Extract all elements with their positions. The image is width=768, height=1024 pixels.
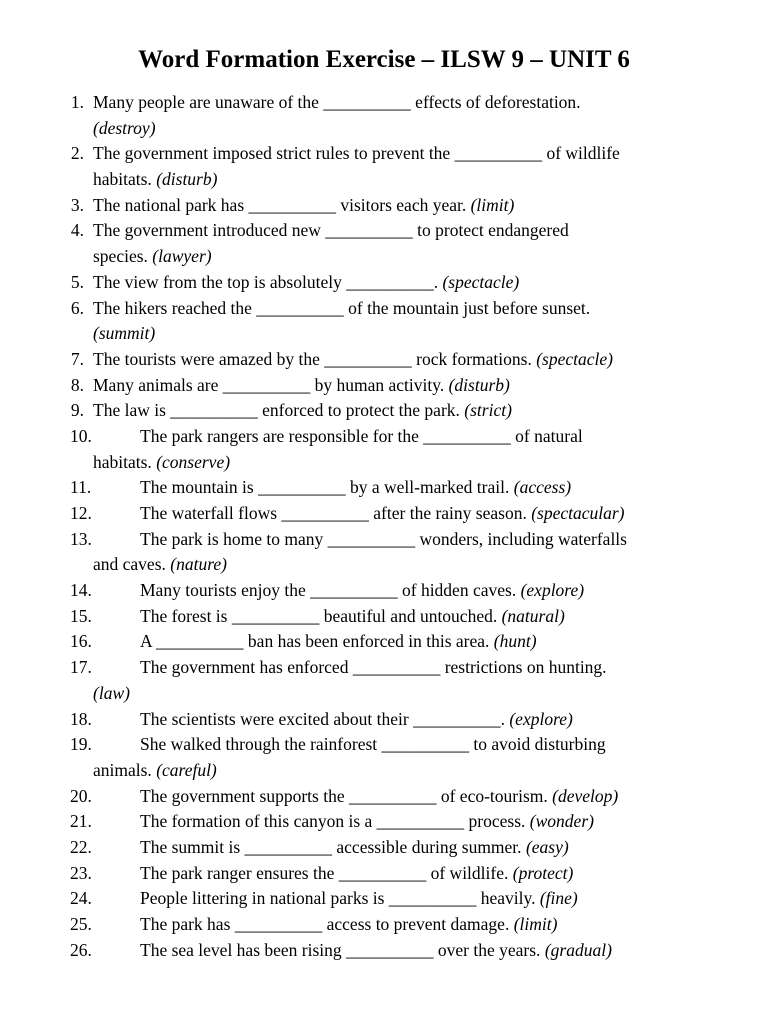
item-number: 12. bbox=[70, 503, 92, 523]
item-text: The view from the top is absolutely __________. (spectacle) bbox=[93, 271, 520, 292]
exercise-item bbox=[0, 501, 768, 527]
item-number: 11. bbox=[70, 477, 92, 498]
item-text: The government supports the __________ of eco-tourism. (develop) bbox=[140, 785, 619, 806]
item-hint: (law) bbox=[93, 682, 130, 703]
item-text: The park rangers are responsible for the __________ of natural bbox=[140, 425, 583, 446]
item-hint: (disturb) bbox=[156, 169, 218, 190]
item-hint: (nature) bbox=[170, 554, 227, 575]
item-hint: (hunt) bbox=[493, 631, 537, 652]
exercise-item bbox=[0, 809, 768, 835]
exercise-line bbox=[0, 424, 768, 450]
item-text: The government introduced new __________ to protect endangered bbox=[93, 220, 569, 241]
item-hint: (lawyer) bbox=[152, 246, 212, 267]
item-text: A __________ ban has been enforced in this area. (hunt) bbox=[140, 631, 537, 652]
item-number: 25. bbox=[70, 914, 92, 934]
item-hint: (spectacle) bbox=[536, 348, 613, 369]
item-number: 23. bbox=[70, 862, 92, 883]
item-hint: (access) bbox=[513, 477, 572, 498]
item-text-continued: and caves. (nature) bbox=[93, 554, 227, 575]
item-text: The summit is __________ accessible during summer. (easy) bbox=[140, 836, 569, 857]
exercise-item bbox=[0, 193, 768, 219]
exercise-line bbox=[0, 296, 768, 322]
exercise-list bbox=[0, 90, 768, 963]
exercise-line bbox=[0, 501, 768, 527]
item-text-continued: animals. (careful) bbox=[93, 759, 217, 780]
exercise-line bbox=[0, 861, 768, 887]
exercise-item bbox=[0, 578, 768, 604]
exercise-item bbox=[0, 707, 768, 733]
item-hint: (explore) bbox=[520, 580, 585, 601]
exercise-line bbox=[0, 655, 768, 681]
item-number: 20. bbox=[70, 785, 92, 806]
exercise-line bbox=[0, 809, 768, 835]
exercise-line bbox=[0, 141, 768, 167]
exercise-line bbox=[0, 270, 768, 296]
document-title: Word Formation Exercise – ILSW 9 – UNIT 6 bbox=[138, 46, 630, 73]
exercise-item bbox=[0, 424, 768, 475]
item-text-continued: species. (lawyer) bbox=[93, 246, 212, 267]
item-hint: (explore) bbox=[509, 708, 573, 729]
item-number: 22. bbox=[70, 836, 92, 857]
item-hint: (wonder) bbox=[529, 811, 594, 832]
exercise-item bbox=[0, 373, 768, 399]
exercise-item bbox=[0, 90, 768, 141]
exercise-item bbox=[0, 296, 768, 347]
item-number: 5. bbox=[70, 271, 84, 292]
item-text: The national park has __________ visitors each year. (limit) bbox=[93, 194, 515, 215]
item-hint: (limit) bbox=[513, 914, 558, 934]
exercise-item bbox=[0, 886, 768, 912]
item-text: The forest is __________ beautiful and untouched. (natural) bbox=[140, 605, 565, 626]
exercise-line bbox=[0, 475, 768, 501]
exercise-item bbox=[0, 784, 768, 810]
item-hint: (disturb) bbox=[448, 374, 510, 395]
item-number: 1. bbox=[70, 92, 84, 112]
item-text: The sea level has been rising __________ over the years. (gradual) bbox=[140, 939, 612, 960]
exercise-item bbox=[0, 655, 768, 706]
exercise-line-continued bbox=[0, 244, 768, 270]
item-number: 21. bbox=[70, 811, 92, 832]
exercise-line bbox=[0, 938, 768, 964]
item-hint: (develop) bbox=[552, 785, 619, 806]
item-text-continued: habitats. (conserve) bbox=[93, 451, 231, 472]
exercise-line bbox=[0, 886, 768, 912]
item-text: Many people are unaware of the __________ effects of deforestation. bbox=[93, 92, 581, 112]
item-text: The scientists were excited about their __________. (explore) bbox=[140, 708, 573, 729]
exercise-line-continued bbox=[0, 758, 768, 784]
exercise-line bbox=[0, 373, 768, 399]
exercise-item bbox=[0, 475, 768, 501]
item-hint: (limit) bbox=[470, 194, 515, 215]
item-text: The government has enforced __________ restrictions on hunting. bbox=[140, 657, 607, 678]
item-hint: (natural) bbox=[501, 605, 565, 626]
item-text: Many animals are __________ by human activity. (disturb) bbox=[93, 374, 510, 395]
item-number: 14. bbox=[70, 580, 92, 601]
exercise-line-continued bbox=[0, 167, 768, 193]
exercise-line bbox=[0, 732, 768, 758]
exercise-line bbox=[0, 347, 768, 373]
exercise-line-continued bbox=[0, 681, 768, 707]
item-text: The hikers reached the __________ of the mountain just before sunset. bbox=[93, 297, 591, 318]
item-number: 7. bbox=[70, 348, 84, 369]
item-hint: (conserve) bbox=[156, 451, 231, 472]
exercise-line bbox=[0, 707, 768, 733]
item-text: The waterfall flows __________ after the rainy season. (spectacular) bbox=[140, 503, 625, 523]
exercise-line bbox=[0, 784, 768, 810]
item-text: The law is __________ enforced to protect the park. (strict) bbox=[93, 400, 512, 421]
item-number: 15. bbox=[70, 605, 92, 626]
exercise-item bbox=[0, 347, 768, 373]
item-text: The tourists were amazed by the __________ rock formations. (spectacle) bbox=[93, 348, 613, 369]
exercise-item bbox=[0, 398, 768, 424]
exercise-item bbox=[0, 270, 768, 296]
item-text: The government imposed strict rules to prevent the __________ of wildlife bbox=[93, 143, 620, 164]
item-text-continued bbox=[93, 321, 155, 347]
exercise-item bbox=[0, 835, 768, 861]
item-hint: (summit) bbox=[93, 323, 156, 344]
exercise-line bbox=[0, 604, 768, 630]
exercise-line bbox=[0, 193, 768, 219]
item-text: The formation of this canyon is a __________ process. (wonder) bbox=[140, 811, 594, 832]
item-number: 2. bbox=[70, 143, 84, 164]
item-number: 26. bbox=[70, 939, 92, 960]
exercise-item bbox=[0, 938, 768, 964]
item-number: 4. bbox=[70, 220, 84, 241]
item-hint: (careful) bbox=[156, 759, 217, 780]
item-text: She walked through the rainforest __________ to avoid disturbing bbox=[140, 734, 606, 755]
exercise-item bbox=[0, 604, 768, 630]
item-number: 17. bbox=[70, 657, 92, 678]
item-number: 18. bbox=[70, 708, 92, 729]
item-number: 3. bbox=[70, 194, 84, 215]
item-number: 13. bbox=[70, 528, 92, 549]
exercise-item bbox=[0, 218, 768, 269]
item-text: Many tourists enjoy the __________ of hidden caves. (explore) bbox=[140, 580, 585, 601]
exercise-line bbox=[0, 90, 768, 116]
item-text: The park ranger ensures the __________ of wildlife. (protect) bbox=[140, 862, 574, 883]
item-hint: (destroy) bbox=[93, 117, 156, 138]
item-hint: (spectacle) bbox=[442, 271, 520, 292]
exercise-line bbox=[0, 912, 768, 938]
exercise-item bbox=[0, 629, 768, 655]
item-text: The park has __________ access to prevent damage. (limit) bbox=[140, 914, 558, 934]
item-number: 19. bbox=[70, 734, 92, 755]
item-hint: (strict) bbox=[464, 400, 512, 421]
exercise-line bbox=[0, 578, 768, 604]
exercise-line bbox=[0, 835, 768, 861]
item-text: The mountain is __________ by a well-marked trail. (access) bbox=[140, 477, 572, 498]
item-number: 6. bbox=[70, 297, 84, 318]
item-number: 16. bbox=[70, 631, 92, 652]
exercise-item bbox=[0, 141, 768, 192]
exercise-line bbox=[0, 398, 768, 424]
exercise-line-continued bbox=[0, 321, 768, 347]
exercise-line bbox=[0, 527, 768, 553]
item-text: The park is home to many __________ wonders, including waterfalls bbox=[140, 528, 627, 549]
item-hint: (easy) bbox=[525, 836, 569, 857]
exercise-item bbox=[0, 732, 768, 783]
item-hint: (spectacular) bbox=[531, 503, 625, 523]
exercise-line-continued bbox=[0, 116, 768, 142]
exercise-line bbox=[0, 218, 768, 244]
exercise-item bbox=[0, 527, 768, 578]
item-hint: (gradual) bbox=[544, 939, 612, 960]
item-number: 10. bbox=[70, 425, 92, 446]
exercise-line-continued bbox=[0, 552, 768, 578]
item-number: 24. bbox=[70, 888, 92, 909]
exercise-item bbox=[0, 861, 768, 887]
item-text-continued bbox=[93, 681, 130, 707]
item-number: 8. bbox=[70, 374, 84, 395]
item-hint: (fine) bbox=[539, 888, 578, 909]
item-text-continued: habitats. (disturb) bbox=[93, 169, 218, 190]
item-text: People littering in national parks is __________ heavily. (fine) bbox=[140, 888, 578, 909]
item-hint: (protect) bbox=[512, 862, 574, 883]
exercise-item bbox=[0, 912, 768, 938]
exercise-line bbox=[0, 629, 768, 655]
item-number: 9. bbox=[70, 400, 84, 421]
exercise-line-continued bbox=[0, 450, 768, 476]
item-text-continued bbox=[93, 116, 156, 142]
